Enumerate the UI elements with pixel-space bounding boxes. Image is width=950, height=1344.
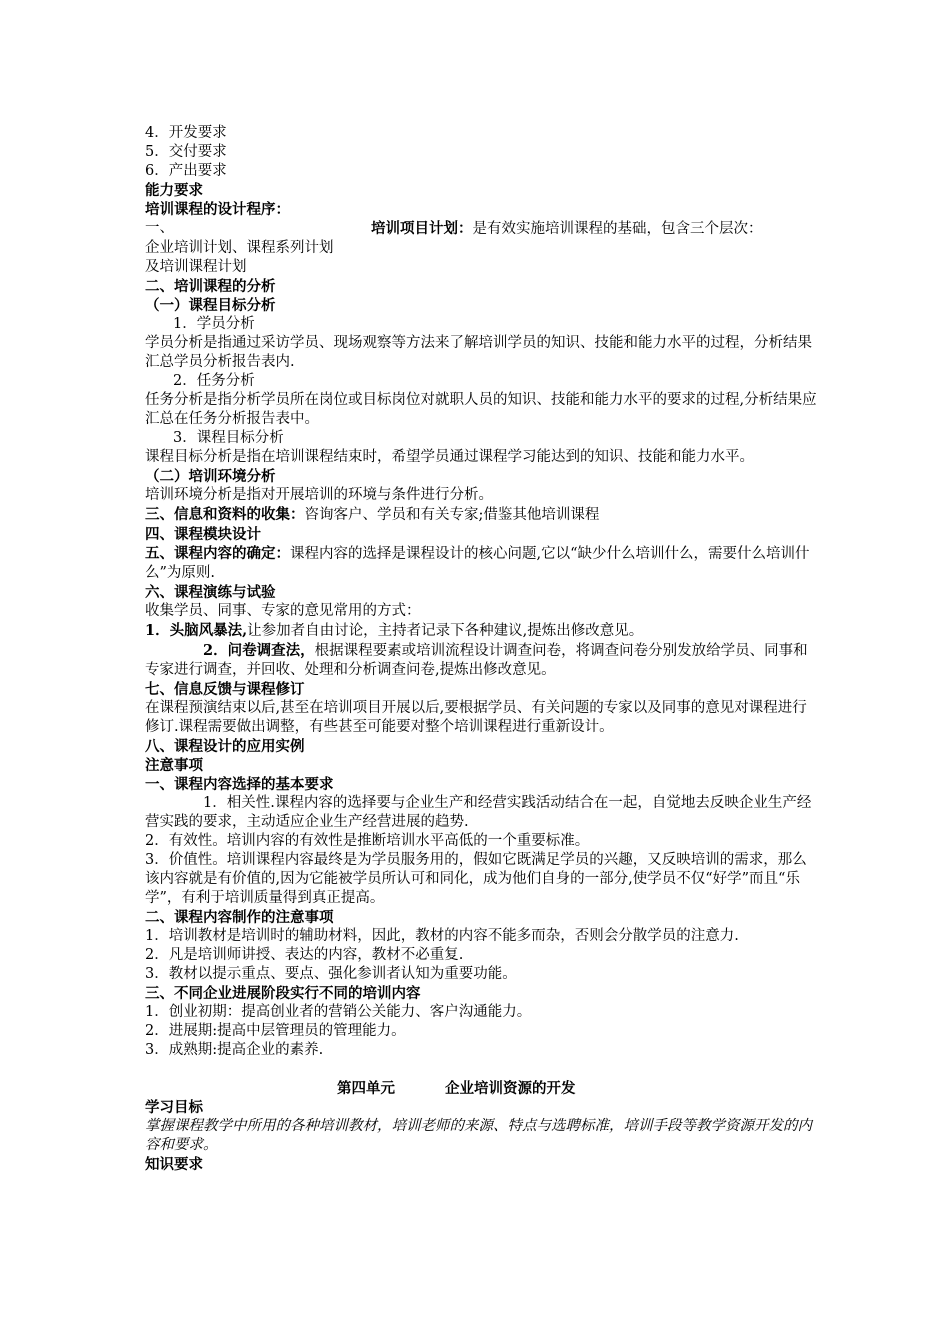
subsection-heading: 三、不同企业进展阶段实行不同的培训内容: [145, 985, 421, 1002]
paragraph: 2．进展期:提高中层管理员的管理能力。: [145, 1023, 406, 1039]
paragraph: 课程目标分析是指在培训课程结束时，希望学员通过课程学习能达到的知识、技能和能力水平。: [145, 449, 754, 465]
subsection-heading: （一）课程目标分析: [145, 297, 276, 314]
list-item: 5．交付要求: [145, 144, 227, 160]
paragraph-line: 企业培训计划、课程系列计划: [145, 240, 334, 256]
section-heading: 培训课程的设计程序：: [145, 201, 290, 218]
paragraph: 3．教材以提示重点、要点、强化参训者认知为重要功能。: [145, 966, 517, 982]
paragraph: [145, 621, 817, 641]
section-heading: 六、课程演练与试验: [145, 584, 276, 601]
paragraph: 收集学员、同事、专家的意见常用的方式：: [145, 603, 421, 619]
paragraph: 1．培训教材是培训时的辅助材料，因此，教材的内容不能多而杂，否则会分散学员的注意力.: [145, 928, 739, 944]
paragraph: 1．创业初期：提高创业者的营销公关能力、客户沟通能力。: [145, 1004, 532, 1020]
paragraph: 学员分析是指通过采访学员、现场观察等方法来了解培训学员的知识、技能和能力水平的过程，分析结果汇总学员分析报告表内.: [145, 335, 812, 370]
inline-label: 1．头脑风暴法,: [145, 622, 248, 639]
section-heading: 学习目标: [145, 1099, 203, 1116]
inline-label: 五、课程内容的确定：: [145, 545, 290, 562]
unit-name: 企业培训资源的开发: [445, 1080, 576, 1097]
paragraph: 1．相关性.课程内容的选择要与企业生产和经营实践活动结合在一起，自觉地去反映企业生产经营实践的要求，主动适应企业生产经营进展的趋势.: [145, 795, 812, 830]
paragraph: [145, 219, 817, 239]
unit-number: 第四单元: [337, 1080, 395, 1097]
spacer: [145, 1060, 817, 1079]
paragraph-text: 根据课程要素或培训流程设计调查问卷，将调查问卷分别发放给学员、同事和专家进行调查，并回收、处理和分析调查问卷,提炼出修改意见。: [145, 643, 808, 678]
paragraph-text: 是有效实施培训课程的基础，包含三个层次：: [472, 221, 763, 237]
subsection-heading: （二）培训环境分析: [145, 468, 276, 485]
section-heading: 能力要求: [145, 182, 203, 199]
paragraph: 培训环境分析是指对开展培训的环境与条件进行分析。: [145, 487, 493, 503]
list-item: 3．课程目标分析: [173, 430, 284, 446]
paragraph-text: 让参加者自由讨论，主持者记录下各种建议,提炼出修改意见。: [247, 623, 644, 639]
section-heading: 知识要求: [145, 1156, 203, 1173]
paragraph: [145, 505, 817, 525]
inline-label: 2．问卷调查法，: [203, 642, 315, 659]
document-page: [145, 124, 817, 1174]
unit-title: [145, 1079, 817, 1098]
paragraph: 在课程预演结束以后,甚至在培训项目开展以后,要根据学员、有关问题的专家以及同事的意见对课程进行修订.课程需要做出调整，有些甚至可能要对整个培训课程进行重新设计。: [145, 700, 807, 735]
section-heading: 注意事项: [145, 757, 203, 774]
subsection-heading: 一、课程内容选择的基本要求: [145, 776, 334, 793]
paragraph: 2．凡是培训师讲授、表达的内容，教材不必重复.: [145, 947, 464, 963]
section-heading: 二、培训课程的分析: [145, 278, 276, 295]
paragraph: [145, 544, 817, 583]
paragraph-line: 及培训课程计划: [145, 259, 247, 275]
section-heading: 八、课程设计的应用实例: [145, 738, 305, 755]
paragraph: 2．有效性。培训内容的有效性是推断培训水平高低的一个重要标准。: [145, 833, 590, 849]
list-item: 6．产出要求: [145, 163, 227, 179]
paragraph: 任务分析是指分析学员所在岗位或目标岗位对就职人员的知识、技能和能力水平的要求的过程,分析结果应汇总在任务分析报告表中。: [145, 392, 817, 427]
list-item: 4．开发要求: [145, 125, 227, 141]
list-item: 2．任务分析: [173, 373, 255, 389]
section-heading: 七、信息反馈与课程修订: [145, 681, 305, 698]
section-number: 一、: [145, 220, 174, 236]
subsection-heading: 二、课程内容制作的注意事项: [145, 909, 334, 926]
paragraph-text: 课程内容的选择是课程设计的核心问题,它以“缺少什么培训什么，需要什么培训什么”为原则.: [145, 546, 810, 581]
section-heading: 四、课程模块设计: [145, 526, 261, 543]
paragraph: 3．成熟期:提高企业的素养.: [145, 1042, 324, 1058]
inline-label: 培训项目计划：: [371, 220, 473, 237]
inline-label: 三、信息和资料的收集：: [145, 506, 305, 523]
list-item: 1．学员分析: [173, 316, 255, 332]
paragraph-text: 咨询客户、学员和有关专家;借鉴其他培训课程: [304, 507, 600, 523]
paragraph: 掌握课程教学中所用的各种培训教材，培训老师的来源、特点与选聘标准，培训手段等教学资源开发的内容和要求。: [145, 1118, 812, 1153]
paragraph: [145, 641, 817, 680]
paragraph: 3．价值性。培训课程内容最终是为学员服务用的，假如它既满足学员的兴趣，又反映培训的需求，那么该内容就是有价值的,因为它能被学员所认可和同化，成为他们自身的一部分,使学员不仅“好学”而且“乐学”，有利于培训质量得到真正提高。: [145, 852, 807, 906]
